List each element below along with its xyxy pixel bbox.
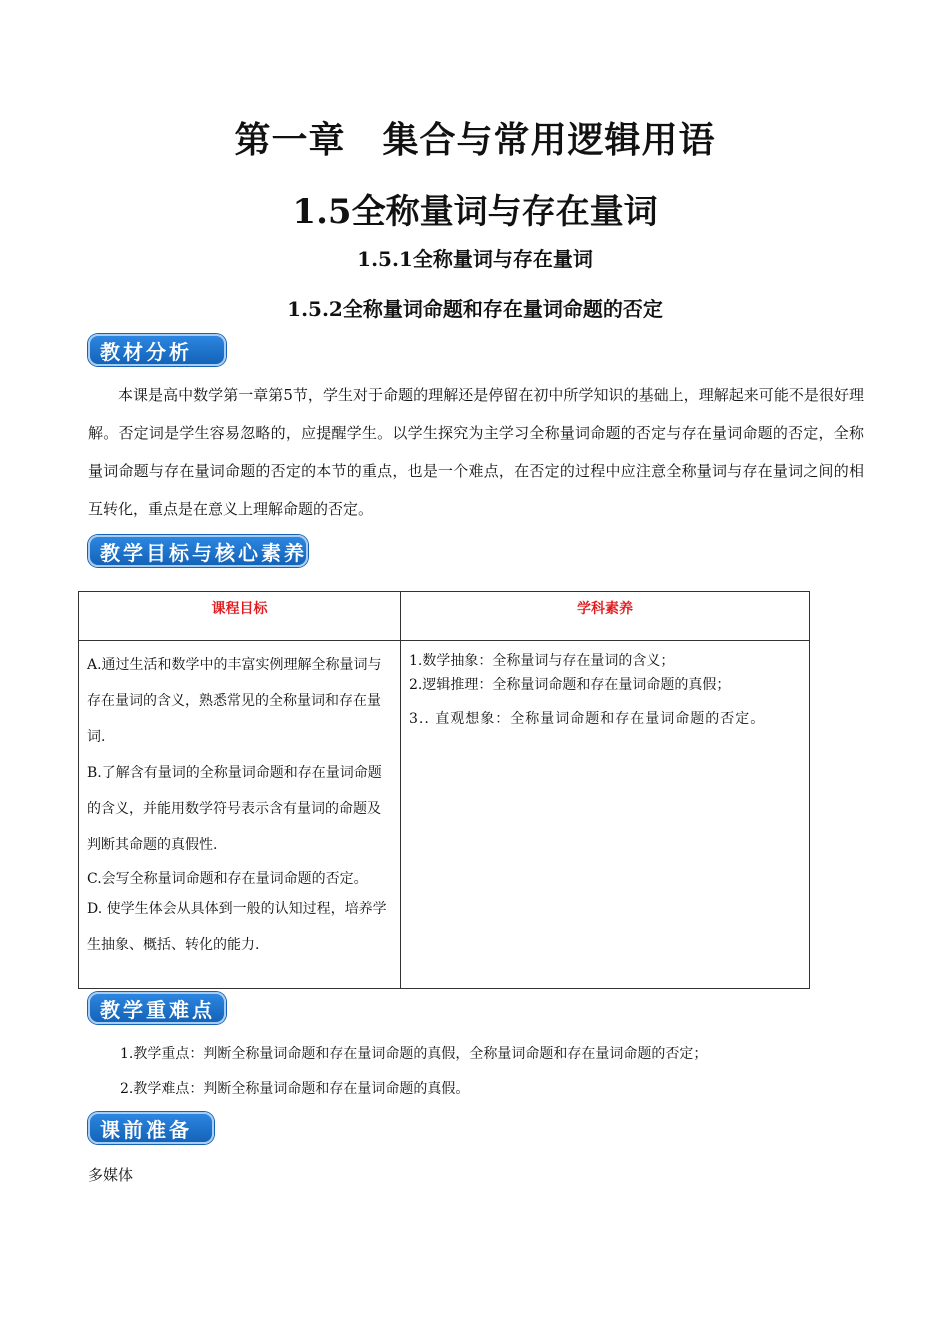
goal-item-b: B.了解含有量词的全称量词命题和存在量词命题的含义，并能用数学符号表示含有量词的命题及判断其命题的真假性.: [87, 765, 382, 853]
table-row: [79, 641, 810, 989]
chapter-title: 第一章 集合与常用逻辑用语: [234, 119, 716, 161]
key-point-2: 2.教学难点：判断全称量词命题和存在量词命题的真假。: [120, 1081, 470, 1097]
goal-item-a: A.通过生活和数学中的丰富实例理解全称量词与存在量词的含义，熟悉常见的全称量词和存在量词.: [87, 657, 382, 745]
literacy-item-3: 3.. 直观想象：全称量词命题和存在量词命题的否定。: [409, 711, 766, 727]
literacy-item-2: 2.逻辑推理：全称量词命题和存在量词命题的真假；: [409, 677, 731, 693]
table-header-goals: 课程目标: [79, 592, 401, 641]
key-point-1: 1.教学重点：判断全称量词命题和存在量词命题的真假，全称量词命题和存在量词命题的否定；: [120, 1046, 708, 1062]
section-badge-prep: 课前准备: [88, 1112, 214, 1144]
table-header-row: [79, 592, 810, 641]
subsection-title-2: 1.5.2全称量词命题和存在量词命题的否定: [287, 297, 663, 321]
prep-text: 多媒体: [88, 1166, 134, 1184]
section-badge-key-points: 教学重难点: [88, 992, 226, 1024]
lesson-title: 1.5全称量词与存在量词: [292, 192, 658, 232]
literacy-cell: [401, 641, 810, 989]
section-badge-analysis: 教材分析: [88, 334, 226, 366]
literacy-item-1: 1.数学抽象：全称量词与存在量词的含义；: [409, 653, 675, 669]
analysis-paragraph: 本课是高中数学第一章第5节，学生对于命题的理解还是停留在初中所学知识的基础上，理解起来可能不是很好理解。否定词是学生容易忽略的，应提醒学生。以学生探究为主学习全称量词命题的否定与存在量词命题的否定，全称量词命题与存在量词命题的否定的本节的重点，也是一个难点，在否定的过程中应注意全称量词与存在量词之间的相互转化，重点是在意义上理解命题的否定。: [88, 386, 864, 518]
goal-item-c: C.会写全称量词命题和存在量词命题的否定。: [87, 871, 368, 887]
subsection-title-1: 1.5.1全称量词与存在量词: [357, 247, 593, 271]
goals-cell: [79, 641, 401, 989]
table-header-literacy: 学科素养: [401, 592, 810, 641]
goals-table: [78, 591, 810, 989]
goal-item-d: D. 使学生体会从具体到一般的认知过程，培养学生抽象、概括、转化的能力.: [87, 901, 387, 953]
section-badge-goals: 教学目标与核心素养: [88, 535, 308, 567]
